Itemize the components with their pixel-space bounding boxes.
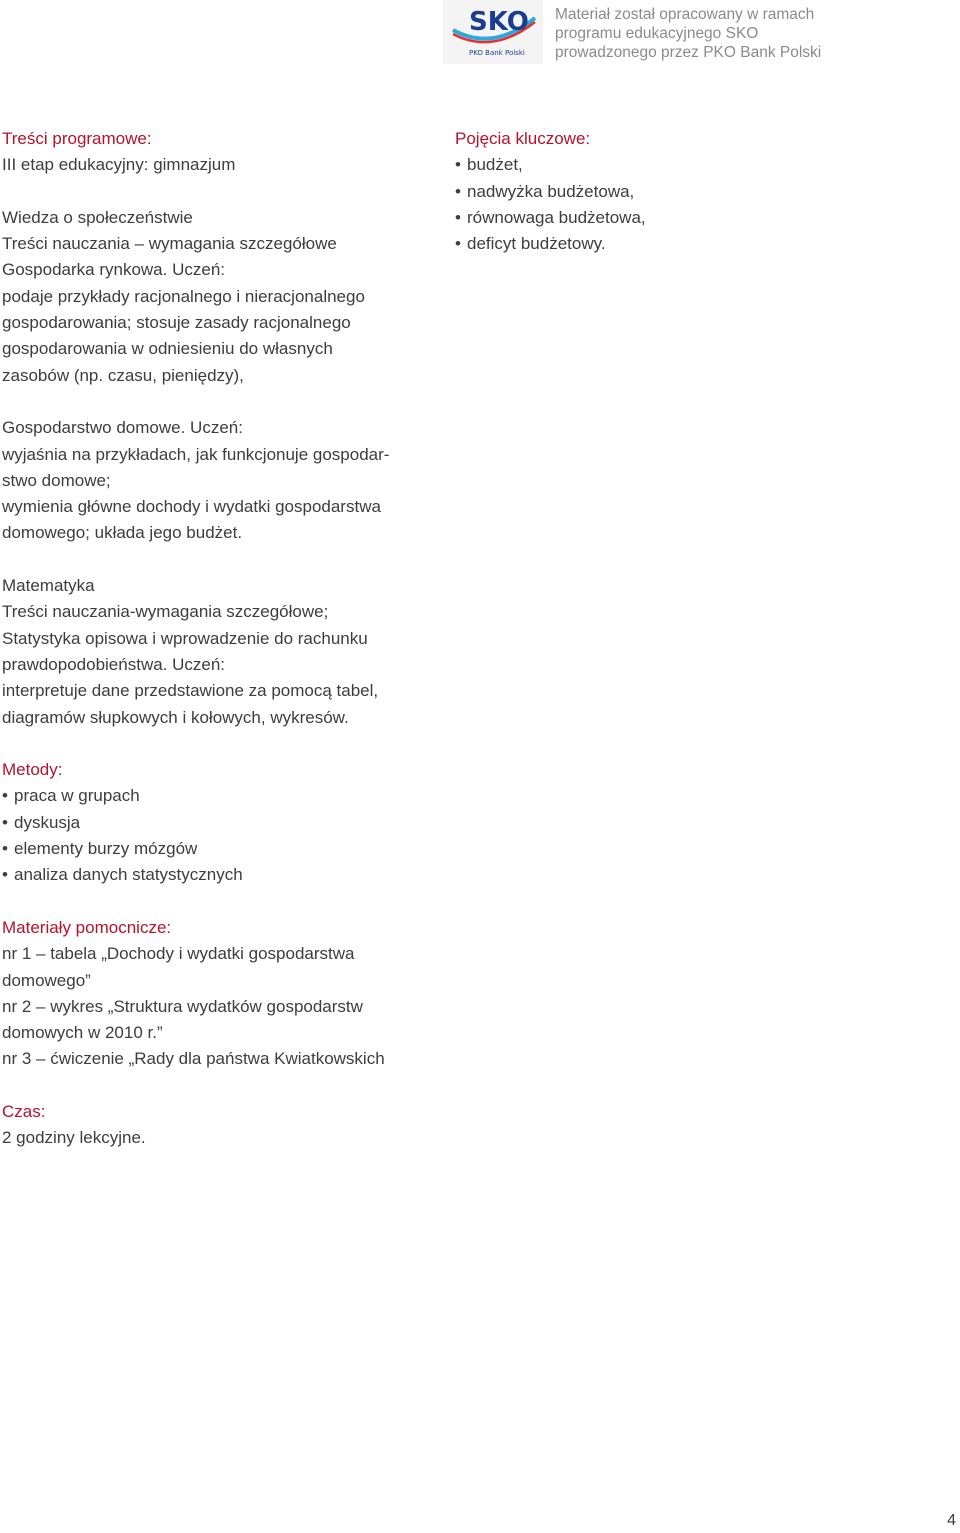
mat-line: diagramów słupkowych i kołowych, wykresów. [2,707,349,727]
wos-line: podaje przykłady racjonalnego i nieracjonalnego [2,286,365,306]
header-note-line: programu edukacyjnego SKO [555,25,759,42]
logo-text: SKO [469,7,529,37]
materialy-line: domowego” [2,970,91,990]
pojecia-item: • nadwyżka budżetowa, [455,179,875,205]
section-heading-pojecia: Pojęcia kluczowe: [455,129,591,148]
mat-line: prawdopodobieństwa. Uczeń: [2,654,226,674]
pojecia-item: • równowaga budżetowa, [455,205,875,231]
pojecia-item: • deficyt budżetowy. [455,231,875,257]
page-number: 4 [947,1512,956,1529]
right-column [455,126,875,257]
section-heading-materialy: Materiały pomocnicze: [2,917,172,937]
etap-text: III etap edukacyjny: gimnazjum [2,155,236,175]
wos-heading: Wiedza o społeczeństwie [2,207,193,227]
mat-line: Treści nauczania-wymagania szczegółowe; [2,602,329,622]
wos-line: gospodarowania w odniesieniu do własnych [2,339,333,359]
metody-item: • dyskusja [2,810,432,836]
left-column [2,126,432,1152]
header-note-line: prowadzonego przez PKO Bank Polski [555,44,822,61]
czas-value: 2 godziny lekcyjne. [2,1128,146,1148]
wos-line: Gospodarka rynkowa. Uczeń: [2,260,225,280]
mat-line: interpretuje dane przedstawione za pomocą tabel, [2,681,379,701]
logo-subtext: PKO Bank Polski [469,49,525,57]
metody-item: • elementy burzy mózgów [2,836,432,862]
wos-line: Treści nauczania – wymagania szczegółowe [2,234,337,254]
metody-item: • analiza danych statystycznych [2,862,432,888]
materialy-line: nr 3 – ćwiczenie „Rady dla państwa Kwiatkowskich [2,1049,385,1069]
pojecia-item: • budżet, [455,152,875,178]
metody-item: • praca w grupach [2,783,432,809]
mat-line: Statystyka opisowa i wprowadzenie do rachunku [2,628,368,648]
materialy-line: domowych w 2010 r.” [2,1023,163,1043]
wos-line: zasobów (np. czasu, pieniędzy), [2,365,244,385]
header-note [555,5,821,62]
wos-line: gospodarowania; stosuje zasady racjonalnego [2,313,351,333]
section-heading-tresci: Treści programowe: [2,129,152,148]
gd-line: domowego; układa jego budżet. [2,523,243,543]
gd-line: wymienia główne dochody i wydatki gospodarstwa [2,497,381,517]
gd-line: stwo domowe; [2,470,111,490]
mat-heading: Matematyka [2,576,95,596]
section-heading-metody: Metody: [2,760,63,780]
header-note-line: Materiał został opracowany w ramach [555,6,815,23]
gd-line: Gospodarstwo domowe. Uczeń: [2,418,243,438]
materialy-line: nr 1 – tabela „Dochody i wydatki gospodarstwa [2,944,355,964]
materialy-line: nr 2 – wykres „Struktura wydatków gospodarstw [2,996,363,1016]
gd-line: wyjaśnia na przykładach, jak funkcjonuje gospodar- [2,444,390,464]
sko-logo [443,0,543,64]
section-heading-czas: Czas: [2,1101,46,1121]
